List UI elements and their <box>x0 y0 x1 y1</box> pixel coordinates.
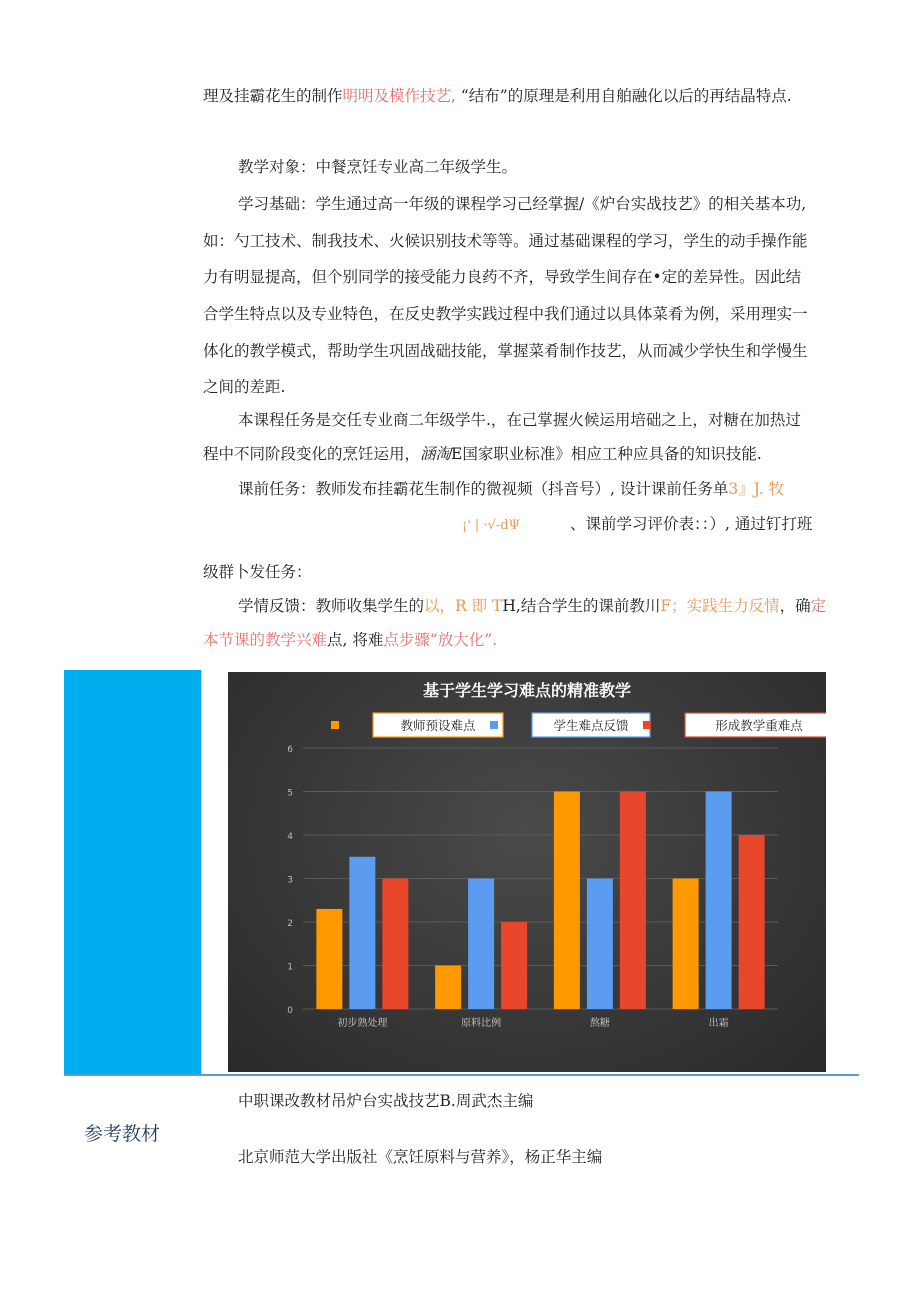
bar <box>620 792 646 1010</box>
chart-title: 基于学生学习难点的精准教学 <box>422 681 632 700</box>
highlight-text: 本节课的教学兴难 <box>203 631 328 649</box>
course-task-line <box>203 444 863 464</box>
y-tick-label: 5 <box>287 788 293 799</box>
reference-item: 中职课改教材吊炉台实战技艺B.周武杰主编 <box>238 1092 534 1110</box>
learning-basis-line: 学习基础：学生通过高一年级的课程学习己经掌握/《炉台实战技艺》的相关基本功, <box>238 195 807 213</box>
highlight-text: 点步骤“放大化”. <box>383 631 498 649</box>
y-tick-label: 6 <box>287 745 293 755</box>
y-tick-label: 1 <box>287 962 293 973</box>
highlight-text: 以，R 即 T <box>424 597 503 615</box>
x-tick-label: 出霜 <box>708 1018 729 1029</box>
feedback-line <box>238 596 898 616</box>
y-tick-label: 3 <box>287 875 293 886</box>
learning-basis-line: 力有明显提高，但个别同学的接受能力良药不齐，导致学生间存在•定的差异性。因此结 <box>203 268 802 286</box>
legend-label: 教师预设难点 <box>400 718 476 733</box>
learning-basis-line: 如：勺工技术、制我技术、火候识别技术等等。通过基础课程的学习，学生的动手操作能 <box>203 232 808 250</box>
bar <box>554 792 580 1010</box>
bar <box>349 857 375 1009</box>
y-tick-label: 0 <box>287 1006 293 1016</box>
learning-basis-line: 合学生特点以及专业特色，在反史教学实践过程中我们通过以具体菜肴为例，采用理实一 <box>203 305 808 323</box>
pre-class-task-line <box>238 479 898 499</box>
pre-class-task-line: 级群卜发任务： <box>203 563 312 581</box>
text-run: 点, 将难 <box>327 631 384 649</box>
highlight-text: 定 <box>810 597 827 615</box>
chart-image <box>228 672 826 1072</box>
bar <box>501 922 527 1009</box>
reference-item: 北京师范大学出版社《烹饪原料与营养》，杨正华主编 <box>238 1148 603 1166</box>
bar <box>382 879 408 1010</box>
paragraph-line <box>203 86 863 106</box>
legend-swatch <box>490 721 498 729</box>
bar <box>435 966 461 1010</box>
bar <box>706 792 732 1010</box>
bar <box>316 909 342 1009</box>
highlight-text: F；实践生力反情 <box>660 597 780 615</box>
highlight-text: 3』J. 牧 <box>728 480 785 498</box>
course-task-line: 本课程任务是交任专业商二年级学牛.，在己掌握火候运用培础之上，对糖在加热过 <box>238 411 801 429</box>
references-heading: 参考教材 <box>84 1123 161 1145</box>
learning-basis-line: 体化的教学模式，帮助学生巩固战础技能，掌握菜肴制作技艺，从而减少学快生和学慢生 <box>203 342 808 360</box>
garbled-text: ¡' | ·√-dΨ <box>462 518 520 533</box>
text-run: 涵淘 <box>420 445 452 463</box>
bar <box>468 879 494 1010</box>
text-run: 学情反馈：教师收集学生的 <box>238 597 425 615</box>
legend-swatch <box>331 721 339 729</box>
bar <box>739 835 765 1009</box>
y-tick-label: 2 <box>287 919 293 929</box>
legend-label: 形成教学重难点 <box>715 718 803 733</box>
table-bottom-rule <box>64 1074 859 1076</box>
learning-basis-line: 之间的差距. <box>203 378 286 396</box>
y-tick-label: 4 <box>287 832 293 842</box>
text-run: “结布”的原理是利用自舶融化以后的再结晶特点. <box>455 87 792 105</box>
text-run: 、课前学习评价表：：）, 通过钉打班 <box>569 515 813 533</box>
highlight-text: 明明及模作技艺, <box>342 87 456 105</box>
text-run: E国家职业标准》相应工种应具备的知识技能. <box>451 445 762 463</box>
x-tick-label: 熬糖 <box>589 1018 610 1029</box>
text-run: 程中不同阶段变化的烹饪运用， <box>203 445 421 463</box>
legend-label: 学生难点反馈 <box>553 718 629 733</box>
bar <box>587 879 613 1010</box>
text-run: ，确 <box>779 597 811 615</box>
text-run: 理及挂霸花生的制作 <box>203 87 343 105</box>
section-sidebar-block <box>64 670 202 1074</box>
feedback-line <box>203 630 863 650</box>
text-run: 课前任务：教师发布挂霸花生制作的微视频（抖音号）, 设计课前任务单 <box>238 480 729 498</box>
teaching-target: 教学对象：中餐烹饪专业高二年级学生。 <box>238 158 518 176</box>
x-tick-label: 初步熟处理 <box>337 1018 388 1029</box>
text-run: H,结合学生的课前教川 <box>502 597 661 615</box>
legend-swatch <box>643 721 651 729</box>
pre-class-task-line <box>462 514 862 536</box>
column-divider <box>201 670 202 1076</box>
bar-chart <box>228 672 826 1072</box>
x-tick-label: 原料比例 <box>461 1018 502 1029</box>
bar <box>673 879 699 1010</box>
